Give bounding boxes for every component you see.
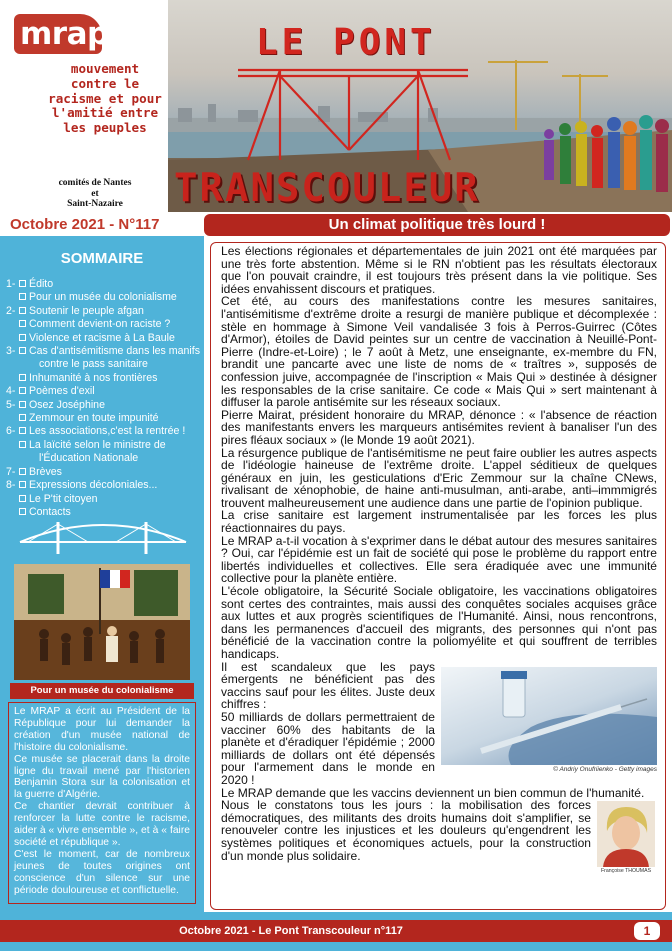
- toc-item-label: Le P'tit citoyen: [29, 492, 98, 505]
- toc-item[interactable]: [6, 332, 202, 345]
- vaccine-credit: © Andriy Onufriienko - Getty images: [553, 765, 657, 773]
- checkbox-icon: [19, 280, 26, 287]
- toc-item[interactable]: [6, 358, 202, 371]
- checkbox-icon: [19, 401, 26, 408]
- committees-line-2: et: [91, 188, 99, 199]
- checkbox-icon: [19, 481, 26, 488]
- musee-paragraph-3: Ce chantier devrait contribuer à renforcer la lutte contre le racisme, aider à « vivre ensemble », et à « faire société et république ».: [14, 801, 190, 848]
- committees-line-3: Saint-Nazaire: [67, 199, 123, 209]
- checkbox-icon: [19, 495, 26, 502]
- toc-item-label: Expressions décoloniales...: [29, 479, 158, 492]
- toc-item[interactable]: [6, 305, 202, 318]
- page-number: 1: [634, 922, 660, 940]
- editorial-article: [210, 242, 666, 910]
- article-paragraph-1: Les élections régionales et départementales de juin 2021 ont été marquées par une très forte abstention. Même si le RN n'obtient pas les résultats électoraux que l'on pouvait craindre, il est toujours très présent dans la vie politique. Ses idées envahissent discours et pratiques.: [221, 244, 657, 296]
- toc-item[interactable]: [6, 412, 202, 425]
- slogan: mouvement contre le racisme et pour l'amitié entre les peuples: [48, 61, 162, 136]
- toc-item[interactable]: [6, 385, 202, 398]
- checkbox-icon: [19, 468, 26, 475]
- sommaire-title: SOMMAIRE: [60, 250, 144, 267]
- toc-item-label: contre le pass sanitaire: [39, 358, 148, 371]
- article-paragraph-4: La résurgence publique de l'antisémitisme ne peut faire oublier les autres aspects de l'idéologie haineuse de l'extrême droite. L'appel séditieux de quelques généraux en juin, les gesticulations d'Eric Zemmour sur la chaîne CNews, rivalisant de xénophobie, de haine anti-musulman, anti-arabe, anti–immmigrés trouvent malheureusement une audience dans une partie de l'opinion publique.: [221, 445, 657, 510]
- painting-image: [14, 564, 190, 680]
- article-paragraph-11: Nous le constatons tous les jours : la mobilisation des forces démocratiques, des militants des droits humains doit s'amplifier, se renouveler contre les injustices et les douleurs qu'engendrent les systèmes politiques et économiques actuels, pour la construction d'un monde plus solidaire.: [221, 798, 591, 863]
- article-paragraph-10: Le MRAP demande que les vaccins deviennent un bien commun de l'humanité.: [221, 785, 645, 800]
- toc-item-label: l'Éducation Nationale: [39, 452, 139, 465]
- author-portrait: [597, 801, 655, 867]
- article-paragraph-2: Cet été, au cours des manifestations contre les mesures sanitaires, l'antisémitisme d'extrême droite a resurgi de manière publique et décomplexée : stèle en hommage à Simone Veil vandalisée 3 fois à Perros-Guirrec (Côtes d'Armor), étoiles de David peintes sur un centre de vaccination à Neuillé-Pont-Pierre (Indre-et-Loire) ; le 7 août à Metz, une enseignante, ex-membre du FN, brandit une pancarte avec une liste de noms de « traîtres », supposés de confession juive, accompagnée de l'inscription « Mais Qui » destinée à désigner les responsables de la crise sanitaire. Ce code « Mais Qui » sert maintenant à diffuser la parole antisémite sur les réseaux sociaux.: [221, 294, 657, 410]
- toc-item[interactable]: [6, 291, 202, 304]
- colonial-painting: [14, 564, 190, 680]
- toc-item-label: Zemmour en toute impunité: [29, 412, 159, 425]
- toc-item[interactable]: [6, 479, 202, 492]
- toc-item-label: Brèves: [29, 465, 62, 478]
- mrap-logo: mrap: [14, 14, 102, 54]
- musee-banner: Pour un musée du colonialisme: [10, 683, 194, 699]
- toc-item-number: 7-: [6, 465, 16, 478]
- checkbox-icon: [19, 320, 26, 327]
- toc-item-number: 2-: [6, 304, 16, 317]
- toc-item-label: Soutenir le peuple afgan: [29, 304, 144, 317]
- toc-item-label: Les associations,c'est la rentrée !: [29, 425, 186, 438]
- toc-item[interactable]: [6, 452, 202, 465]
- article-paragraph-3: Pierre Mairat, président honoraire du MRAP, dénonce : « l'absence de réaction des manifestants envers les marqueurs antisémites revient à banaliser l'un des pires fléaux sociaux » (le Monde 19 août 2021).: [221, 407, 657, 447]
- toc-item-label: Comment devient-on raciste ?: [29, 318, 171, 331]
- toc-item-label: Inhumanité à nos frontières: [29, 371, 158, 384]
- title-le-pont: LE PONT: [256, 22, 436, 63]
- footer-text: Octobre 2021 - Le Pont Transcouleur n°117: [0, 920, 672, 942]
- toc-item-number: 3-: [6, 345, 16, 358]
- toc-item[interactable]: [6, 372, 202, 385]
- musee-paragraph-2: Ce musée se placerait dans la droite ligne du travail mené par l'historien Benjamin Stora sur la colonisation et la guerre d'Algérie.: [14, 753, 190, 801]
- committees: [36, 178, 154, 210]
- committees-line-1: comités de Nantes: [58, 178, 132, 188]
- checkbox-icon: [19, 427, 26, 434]
- footer: [0, 912, 672, 951]
- toc-item[interactable]: [6, 466, 202, 479]
- article-paragraph-7: L'école obligatoire, la Sécurité Sociale obligatoire, les vaccinations obligatoires sont certes des contraintes, mais aussi des conquêtes sociales acquises grâce aux luttes et aux progrès scientifiques de l'Humanité. Ainsi, nous rencontrons, dans les permanences d'accueil des migrants, des personnes qui n'ont pas bénéficié de la vaccination contre la poliomyélite et qui souffrent de terribles handicaps.: [221, 584, 657, 661]
- toc-item[interactable]: [6, 399, 202, 412]
- title-transcouleur: TRANSCOULEUR: [174, 166, 480, 211]
- checkbox-icon: [19, 307, 26, 314]
- vaccine-figure: [441, 667, 657, 774]
- checkbox-icon: [19, 374, 26, 381]
- toc-item-label: Poèmes d'exil: [29, 385, 95, 398]
- toc-item[interactable]: [6, 425, 202, 438]
- toc-item[interactable]: [6, 439, 202, 452]
- musee-paragraph-1: Le MRAP a écrit au Président de la République pour lui demander la création d'un musée national de l'histoire du colonialisme.: [14, 706, 190, 753]
- portrait-picture: [597, 801, 655, 867]
- portrait-credit: Françoise THOUMAS: [600, 868, 652, 875]
- musee-box: [8, 702, 196, 904]
- bridge-icon: [18, 502, 188, 558]
- toc-item-label: Édito: [29, 278, 54, 290]
- author-portrait-figure: [595, 801, 657, 875]
- cover-photo: [168, 0, 672, 212]
- vaccine-syringe-picture: [441, 667, 657, 765]
- toc-item-number: 1-: [6, 278, 16, 290]
- musee-paragraph-4: C'est le moment, car de nombreux jeunes de toutes origines ont conscience d'un silence sur une période douloureuse et conflictuelle.: [14, 848, 190, 896]
- article-paragraph-5: La crise sanitaire est largement instrumentalisée par les forces les plus réactionnaires du pays.: [221, 508, 657, 536]
- toc-item[interactable]: [6, 345, 202, 358]
- toc-item-label: La laïcité selon le ministre de: [29, 438, 166, 451]
- toc-item-label: Contacts: [29, 505, 71, 518]
- toc-item-label: Violence et racisme à La Baule: [29, 331, 175, 344]
- masthead: [0, 0, 672, 212]
- toc-item-number: 8-: [6, 479, 16, 492]
- checkbox-icon: [19, 347, 26, 354]
- table-of-contents: [6, 278, 202, 519]
- headline: Un climat politique très lourd !: [204, 214, 670, 236]
- brand-panel: [0, 0, 168, 212]
- issue-label: Octobre 2021 - N°117: [0, 214, 204, 236]
- checkbox-icon: [19, 414, 26, 421]
- toc-item-label: Osez Joséphine: [29, 398, 105, 411]
- checkbox-icon: [19, 387, 26, 394]
- toc-item-number: 5-: [6, 398, 16, 411]
- article-paragraph-6: Le MRAP a-t-il vocation à s'exprimer dans le débat autour des mesures sanitaires ? Oui, car l'épidémie est un fait de société qui pose le problème du rapport entre libertés individuelles et collectives. Elle sera éradiquée avec une immunité collective pour la planète entière.: [221, 533, 657, 586]
- checkbox-icon: [19, 441, 26, 448]
- article-paragraph-8: Il est scandaleux que les pays émergents ne bénéficient pas des vaccins sauf pour les élites. Juste deux chiffres :: [221, 659, 435, 712]
- toc-item-number: 6-: [6, 425, 16, 438]
- checkbox-icon: [19, 293, 26, 300]
- vaccine-image: [441, 667, 657, 765]
- toc-item-label: Pour un musée du colonialisme: [29, 291, 177, 304]
- toc-item-number: 4-: [6, 385, 16, 398]
- toc-item-label: Cas d'antisémitisme dans les manifs: [29, 345, 201, 358]
- sidebar: [0, 214, 204, 912]
- checkbox-icon: [19, 334, 26, 341]
- toc-item[interactable]: [6, 318, 202, 331]
- article-paragraph-9: 50 milliards de dollars permettraient de vacciner 60% des habitants de la planète et d'éradiquer l'épidémie ; 2000 milliards de dollars ont été dépensés pour l'armement dans le monde en 2020 !: [221, 709, 435, 787]
- toc-item[interactable]: [6, 278, 202, 291]
